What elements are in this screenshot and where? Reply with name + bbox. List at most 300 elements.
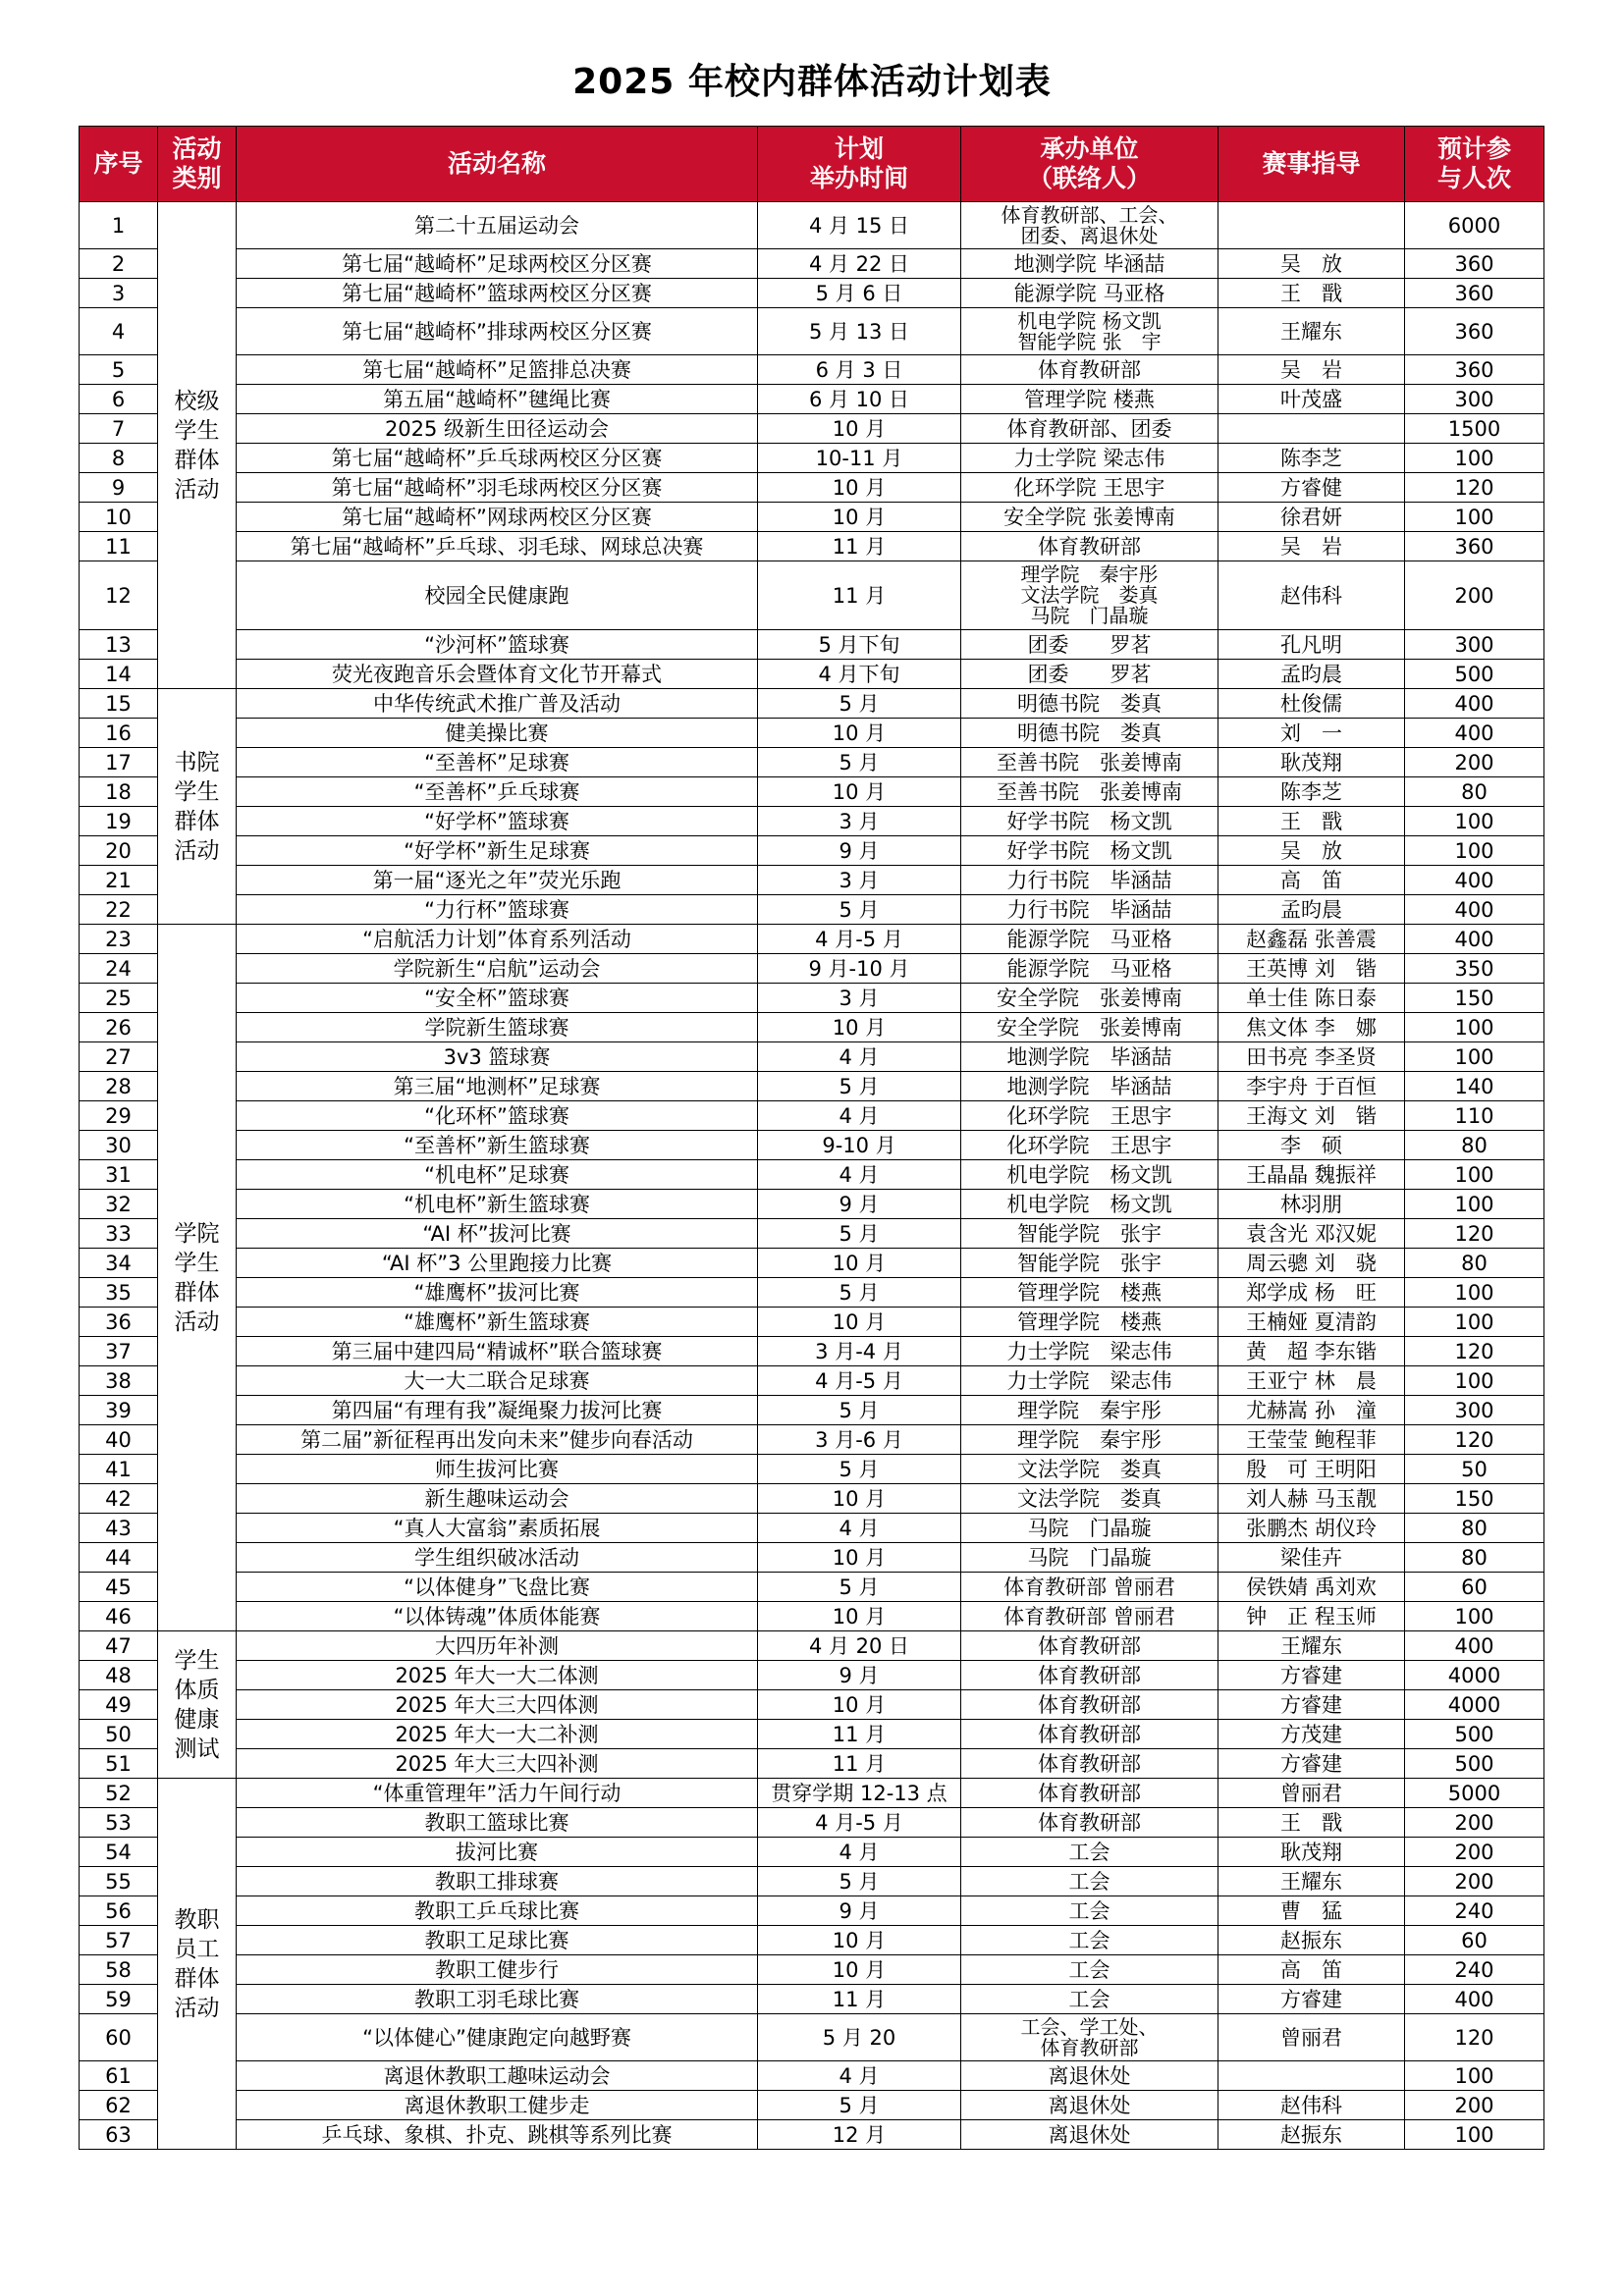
event-guide: 方睿健	[1218, 473, 1405, 503]
planned-time: 4 月-5 月	[758, 1808, 961, 1838]
row-index: 5	[80, 355, 158, 385]
activity-name: 拔河比赛	[237, 1838, 758, 1867]
organizer-cell	[961, 719, 1218, 748]
activity-name: “力行杯”篮球赛	[237, 895, 758, 925]
organizer-cell	[961, 1249, 1218, 1278]
planned-time: 10 月	[758, 719, 961, 748]
organizer-cell	[961, 1602, 1218, 1631]
organizer-line: 能源学院 马亚格	[1013, 281, 1165, 305]
category-cell: 学生体质健康测试	[158, 1631, 237, 1779]
organizer-line: 能源学院 马亚格	[1006, 927, 1172, 951]
planned-time: 5 月 6 日	[758, 279, 961, 308]
planned-time: 10 月	[758, 1602, 961, 1631]
expected-participants: 100	[1405, 807, 1544, 836]
planned-time: 10-11 月	[758, 444, 961, 473]
expected-participants: 500	[1405, 1720, 1544, 1749]
organizer-cell	[961, 1955, 1218, 1985]
row-index: 28	[80, 1072, 158, 1101]
table-row	[80, 1690, 1544, 1720]
planned-time: 9-10 月	[758, 1131, 961, 1160]
expected-participants: 6000	[1405, 202, 1544, 249]
organizer-line: 理学院 秦宇彤	[1017, 1427, 1162, 1452]
organizer-cell	[961, 1779, 1218, 1808]
row-index: 29	[80, 1101, 158, 1131]
table-row	[80, 2014, 1544, 2061]
expected-participants: 100	[1405, 2061, 1544, 2091]
organizer-line: 至善书院 张姜博南	[997, 779, 1182, 804]
planned-time: 9 月	[758, 836, 961, 866]
row-index: 62	[80, 2091, 158, 2120]
activity-name: “雄鹰杯”新生篮球赛	[237, 1308, 758, 1337]
event-guide: 焦文体 李 娜	[1218, 1013, 1405, 1042]
activity-name: 第七届“越崎杯”羽毛球两校区分区赛	[237, 473, 758, 503]
expected-participants: 500	[1405, 1749, 1544, 1779]
row-index: 15	[80, 689, 158, 719]
planned-time: 4 月-5 月	[758, 1366, 961, 1396]
row-index: 45	[80, 1573, 158, 1602]
header-organizer	[961, 127, 1218, 202]
row-index: 3	[80, 279, 158, 308]
header-row	[80, 127, 1544, 202]
organizer-cell	[961, 561, 1218, 630]
event-guide: 袁含光 邓汉妮	[1218, 1219, 1405, 1249]
table-row	[80, 719, 1544, 748]
row-index: 32	[80, 1190, 158, 1219]
planned-time: 10 月	[758, 1013, 961, 1042]
activity-name: “机电杯”新生篮球赛	[237, 1190, 758, 1219]
expected-participants: 400	[1405, 689, 1544, 719]
planned-time: 10 月	[758, 1926, 961, 1955]
event-guide: 赵振东	[1218, 2120, 1405, 2150]
planned-time: 10 月	[758, 777, 961, 807]
event-guide: 钟 正 程玉师	[1218, 1602, 1405, 1631]
row-index: 26	[80, 1013, 158, 1042]
event-guide: 耿茂翔	[1218, 1838, 1405, 1867]
table-row	[80, 2091, 1544, 2120]
expected-participants: 240	[1405, 1955, 1544, 1985]
organizer-line: 离退休处	[1048, 2063, 1131, 2088]
activity-name: 第七届“越崎杯”篮球两校区分区赛	[237, 279, 758, 308]
organizer-cell	[961, 984, 1218, 1013]
event-guide: 王耀东	[1218, 308, 1405, 355]
organizer-cell	[961, 1042, 1218, 1072]
table-row	[80, 1308, 1544, 1337]
event-guide: 高 笛	[1218, 1955, 1405, 1985]
organizer-line: 化环学院 王思宇	[1006, 1103, 1172, 1128]
organizer-cell	[961, 1131, 1218, 1160]
expected-participants: 5000	[1405, 1779, 1544, 1808]
expected-participants: 80	[1405, 1131, 1544, 1160]
table-row	[80, 1602, 1544, 1631]
organizer-line: 智能学院 张 宇	[1017, 329, 1162, 353]
expected-participants: 50	[1405, 1455, 1544, 1484]
table-row	[80, 1543, 1544, 1573]
header-index: 序号	[80, 127, 158, 202]
planned-time: 5 月	[758, 1219, 961, 1249]
table-row	[80, 1749, 1544, 1779]
organizer-cell	[961, 925, 1218, 954]
event-guide: 吴 放	[1218, 249, 1405, 279]
row-index: 22	[80, 895, 158, 925]
organizer-line: 能源学院 马亚格	[1006, 956, 1172, 981]
organizer-cell	[961, 249, 1218, 279]
planned-time: 11 月	[758, 1985, 961, 2014]
organizer-line: 理学院 秦宇彤	[1017, 1398, 1162, 1422]
expected-participants: 100	[1405, 836, 1544, 866]
row-index: 63	[80, 2120, 158, 2150]
expected-participants: 400	[1405, 895, 1544, 925]
event-guide: 孟昀晨	[1218, 895, 1405, 925]
expected-participants: 300	[1405, 630, 1544, 660]
planned-time: 3 月	[758, 984, 961, 1013]
organizer-line: 体育教研部 曾丽君	[1003, 1575, 1175, 1599]
planned-time: 10 月	[758, 1690, 961, 1720]
expected-participants: 100	[1405, 1602, 1544, 1631]
organizer-line: 安全学院 张姜博南	[1003, 505, 1175, 529]
organizer-cell	[961, 836, 1218, 866]
activity-name: “沙河杯”篮球赛	[237, 630, 758, 660]
organizer-cell	[961, 2061, 1218, 2091]
organizer-cell	[961, 689, 1218, 719]
organizer-cell	[961, 444, 1218, 473]
planned-time: 5 月	[758, 895, 961, 925]
event-guide: 赵鑫磊 张善震	[1218, 925, 1405, 954]
planned-time: 5 月	[758, 748, 961, 777]
activity-name: 第七届“越崎杯”排球两校区分区赛	[237, 308, 758, 355]
table-row	[80, 249, 1544, 279]
table-row	[80, 444, 1544, 473]
expected-participants: 110	[1405, 1101, 1544, 1131]
event-guide	[1218, 202, 1405, 249]
row-index: 8	[80, 444, 158, 473]
organizer-line: 明德书院 娄真	[1017, 721, 1162, 745]
organizer-line: 管理学院 楼燕	[1017, 1280, 1162, 1305]
organizer-line: 机电学院 杨文凯	[1017, 308, 1162, 333]
row-index: 60	[80, 2014, 158, 2061]
row-index: 36	[80, 1308, 158, 1337]
activity-name: 学院新生篮球赛	[237, 1013, 758, 1042]
table-row	[80, 1808, 1544, 1838]
activity-name: “机电杯”足球赛	[237, 1160, 758, 1190]
organizer-cell	[961, 1072, 1218, 1101]
planned-time: 6 月 10 日	[758, 385, 961, 414]
table-row	[80, 1838, 1544, 1867]
organizer-line: 团委 罗茗	[1027, 662, 1152, 686]
table-row	[80, 1425, 1544, 1455]
table-row	[80, 984, 1544, 1013]
organizer-cell	[961, 2120, 1218, 2150]
expected-participants: 100	[1405, 1042, 1544, 1072]
organizer-line: 工会	[1068, 1957, 1110, 1982]
activity-name: “体重管理年”活力午间行动	[237, 1779, 758, 1808]
organizer-line: 管理学院 楼燕	[1017, 1309, 1162, 1334]
planned-time: 10 月	[758, 503, 961, 532]
organizer-cell	[961, 532, 1218, 561]
organizer-cell	[961, 1366, 1218, 1396]
organizer-cell	[961, 1308, 1218, 1337]
planned-time: 4 月	[758, 1514, 961, 1543]
expected-participants: 360	[1405, 532, 1544, 561]
activity-name: 大一大二联合足球赛	[237, 1366, 758, 1396]
expected-participants: 300	[1405, 1396, 1544, 1425]
expected-participants: 150	[1405, 984, 1544, 1013]
row-index: 59	[80, 1985, 158, 2014]
table-row	[80, 1072, 1544, 1101]
organizer-line: 体育教研部、工会、	[1001, 202, 1178, 227]
header-name: 活动名称	[237, 127, 758, 202]
event-guide: 尤赫嵩 孙 潼	[1218, 1396, 1405, 1425]
organizer-line: 至善书院 张姜博南	[997, 750, 1182, 774]
expected-participants: 300	[1405, 385, 1544, 414]
organizer-cell	[961, 1425, 1218, 1455]
table-row	[80, 1190, 1544, 1219]
organizer-line: 力士学院 梁志伟	[1006, 1368, 1172, 1393]
activity-name: “真人大富翁”素质拓展	[237, 1514, 758, 1543]
organizer-line: 工会	[1068, 1987, 1110, 2011]
organizer-cell	[961, 385, 1218, 414]
organizer-cell	[961, 202, 1218, 249]
row-index: 49	[80, 1690, 158, 1720]
planned-time: 10 月	[758, 1955, 961, 1985]
row-index: 57	[80, 1926, 158, 1955]
organizer-cell	[961, 1573, 1218, 1602]
expected-participants: 100	[1405, 1278, 1544, 1308]
table-row	[80, 954, 1544, 984]
table-row	[80, 355, 1544, 385]
activity-name: “以体铸魂”体质体能赛	[237, 1602, 758, 1631]
organizer-line: 力行书院 毕涵喆	[1006, 897, 1172, 922]
organizer-line: 工会	[1068, 1928, 1110, 1952]
organizer-cell	[961, 1896, 1218, 1926]
event-guide: 曾丽君	[1218, 1779, 1405, 1808]
expected-participants: 120	[1405, 1425, 1544, 1455]
organizer-line: 团委 罗茗	[1027, 632, 1152, 657]
organizer-cell	[961, 954, 1218, 984]
event-guide: 王晶晶 魏振祥	[1218, 1160, 1405, 1190]
organizer-cell	[961, 1455, 1218, 1484]
event-guide: 李 硕	[1218, 1131, 1405, 1160]
expected-participants: 80	[1405, 1249, 1544, 1278]
planned-time: 9 月	[758, 1661, 961, 1690]
table-row	[80, 777, 1544, 807]
table-row	[80, 1484, 1544, 1514]
event-guide: 徐君妍	[1218, 503, 1405, 532]
table-row	[80, 414, 1544, 444]
expected-participants: 360	[1405, 355, 1544, 385]
row-index: 16	[80, 719, 158, 748]
event-guide: 孟昀晨	[1218, 660, 1405, 689]
organizer-cell	[961, 1720, 1218, 1749]
row-index: 19	[80, 807, 158, 836]
activity-name: 第七届“越崎杯”乒乓球两校区分区赛	[237, 444, 758, 473]
expected-participants: 360	[1405, 308, 1544, 355]
event-guide: 田书亮 李圣贤	[1218, 1042, 1405, 1072]
planned-time: 5 月	[758, 1278, 961, 1308]
table-row	[80, 807, 1544, 836]
event-guide: 陈李芝	[1218, 777, 1405, 807]
row-index: 7	[80, 414, 158, 444]
organizer-cell	[961, 1926, 1218, 1955]
expected-participants: 100	[1405, 444, 1544, 473]
event-guide: 王莹莹 鲍程菲	[1218, 1425, 1405, 1455]
activity-name: 3v3 篮球赛	[237, 1042, 758, 1072]
table-row	[80, 925, 1544, 954]
expected-participants: 1500	[1405, 414, 1544, 444]
organizer-line: 工会	[1068, 1869, 1110, 1894]
planned-time: 12 月	[758, 2120, 961, 2150]
organizer-cell	[961, 1749, 1218, 1779]
table-row	[80, 866, 1544, 895]
organizer-line: 体育教研部	[1038, 1722, 1141, 1746]
organizer-line: 机电学院 杨文凯	[1006, 1162, 1172, 1187]
expected-participants: 100	[1405, 2120, 1544, 2150]
table-row	[80, 630, 1544, 660]
organizer-cell	[961, 1867, 1218, 1896]
organizer-line: 离退休处	[1048, 2122, 1131, 2147]
organizer-line: 力士学院 梁志伟	[1013, 446, 1165, 470]
organizer-line: 力行书院 毕涵喆	[1006, 868, 1172, 892]
table-row	[80, 1101, 1544, 1131]
event-guide: 郑学成 杨 旺	[1218, 1278, 1405, 1308]
activity-name: 学生组织破冰活动	[237, 1543, 758, 1573]
row-index: 34	[80, 1249, 158, 1278]
organizer-line: 好学书院 杨文凯	[1006, 838, 1172, 863]
header-time-line1: 计划	[834, 134, 884, 163]
row-index: 14	[80, 660, 158, 689]
planned-time: 10 月	[758, 1249, 961, 1278]
table-row	[80, 748, 1544, 777]
organizer-cell	[961, 1337, 1218, 1366]
event-guide: 周云骢 刘 骁	[1218, 1249, 1405, 1278]
row-index: 18	[80, 777, 158, 807]
organizer-cell	[961, 1190, 1218, 1219]
row-index: 33	[80, 1219, 158, 1249]
activity-name: “启航活力计划”体育系列活动	[237, 925, 758, 954]
activity-name: 校园全民健康跑	[237, 561, 758, 630]
expected-participants: 120	[1405, 1219, 1544, 1249]
table-row	[80, 1131, 1544, 1160]
planned-time: 5 月	[758, 1573, 961, 1602]
planned-time: 4 月	[758, 2061, 961, 2091]
table-row	[80, 1867, 1544, 1896]
event-guide: 王耀东	[1218, 1867, 1405, 1896]
organizer-cell	[961, 308, 1218, 355]
activity-name: 学院新生“启航”运动会	[237, 954, 758, 984]
activity-name: “至善杯”乒乓球赛	[237, 777, 758, 807]
expected-participants: 100	[1405, 1308, 1544, 1337]
table-row	[80, 1896, 1544, 1926]
activity-name: 教职工健步行	[237, 1955, 758, 1985]
table-row	[80, 1985, 1544, 2014]
expected-participants: 150	[1405, 1484, 1544, 1514]
row-index: 17	[80, 748, 158, 777]
header-guide: 赛事指导	[1218, 127, 1405, 202]
expected-participants: 350	[1405, 954, 1544, 984]
activity-name: “至善杯”新生篮球赛	[237, 1131, 758, 1160]
planned-time: 贯穿学期 12-13 点	[758, 1779, 961, 1808]
activity-name: 2025 年大三大四体测	[237, 1690, 758, 1720]
planned-time: 10 月	[758, 1484, 961, 1514]
planned-time: 4 月 15 日	[758, 202, 961, 249]
organizer-line: 工会、学工处、	[1020, 2014, 1159, 2039]
row-index: 37	[80, 1337, 158, 1366]
activity-name: 大四历年补测	[237, 1631, 758, 1661]
event-guide	[1218, 2061, 1405, 2091]
row-index: 21	[80, 866, 158, 895]
event-guide: 曹 猛	[1218, 1896, 1405, 1926]
planned-time: 5 月 20	[758, 2014, 961, 2061]
organizer-line: 体育教研部	[1038, 1633, 1141, 1658]
organizer-line: 体育教研部	[1038, 1751, 1141, 1776]
activity-name: 第一届“逐光之年”荧光乐跑	[237, 866, 758, 895]
planned-time: 5 月	[758, 1455, 961, 1484]
event-guide: 李宇舟 于百恒	[1218, 1072, 1405, 1101]
planned-time: 9 月	[758, 1896, 961, 1926]
organizer-line: 化环学院 王思宇	[1006, 1133, 1172, 1157]
organizer-line: 力士学院 梁志伟	[1006, 1339, 1172, 1363]
expected-participants: 120	[1405, 1337, 1544, 1366]
activity-name: 教职工篮球比赛	[237, 1808, 758, 1838]
row-index: 13	[80, 630, 158, 660]
organizer-cell	[961, 1631, 1218, 1661]
activity-name: 第三届“地测杯”足球赛	[237, 1072, 758, 1101]
activity-name: 新生趣味运动会	[237, 1484, 758, 1514]
organizer-cell	[961, 1808, 1218, 1838]
planned-time: 5 月	[758, 1867, 961, 1896]
expected-participants: 200	[1405, 561, 1544, 630]
organizer-cell	[961, 1013, 1218, 1042]
activity-name: 第七届“越崎杯”足篮排总决赛	[237, 355, 758, 385]
organizer-line: 好学书院 杨文凯	[1006, 809, 1172, 833]
row-index: 48	[80, 1661, 158, 1690]
expected-participants: 360	[1405, 279, 1544, 308]
organizer-line: 马院 门晶璇	[1027, 1516, 1152, 1540]
event-guide: 吴 岩	[1218, 355, 1405, 385]
table-row	[80, 1955, 1544, 1985]
activity-name: 教职工足球比赛	[237, 1926, 758, 1955]
event-guide: 赵伟科	[1218, 561, 1405, 630]
row-index: 20	[80, 836, 158, 866]
expected-participants: 200	[1405, 1867, 1544, 1896]
header-organizer-line2: （联络人）	[1027, 164, 1151, 192]
expected-participants: 60	[1405, 1926, 1544, 1955]
event-guide: 王 戬	[1218, 279, 1405, 308]
category-cell: 校级学生群体活动	[158, 202, 237, 689]
table-row	[80, 1042, 1544, 1072]
expected-participants: 80	[1405, 1543, 1544, 1573]
table-row	[80, 660, 1544, 689]
event-guide: 杜俊儒	[1218, 689, 1405, 719]
event-guide: 曾丽君	[1218, 2014, 1405, 2061]
event-guide: 王海文 刘 锴	[1218, 1101, 1405, 1131]
organizer-cell	[961, 1514, 1218, 1543]
table-body	[80, 202, 1544, 2150]
organizer-line: 地测学院 毕涵喆	[1006, 1044, 1172, 1069]
row-index: 61	[80, 2061, 158, 2091]
planned-time: 10 月	[758, 1308, 961, 1337]
organizer-line: 体育教研部	[1038, 1781, 1141, 1805]
row-index: 58	[80, 1955, 158, 1985]
organizer-cell	[961, 1838, 1218, 1867]
header-category-line2: 类别	[172, 164, 222, 192]
table-row	[80, 1219, 1544, 1249]
expected-participants: 100	[1405, 1160, 1544, 1190]
expected-participants: 100	[1405, 1366, 1544, 1396]
row-index: 1	[80, 202, 158, 249]
row-index: 12	[80, 561, 158, 630]
activity-name: “好学杯”篮球赛	[237, 807, 758, 836]
organizer-cell	[961, 414, 1218, 444]
